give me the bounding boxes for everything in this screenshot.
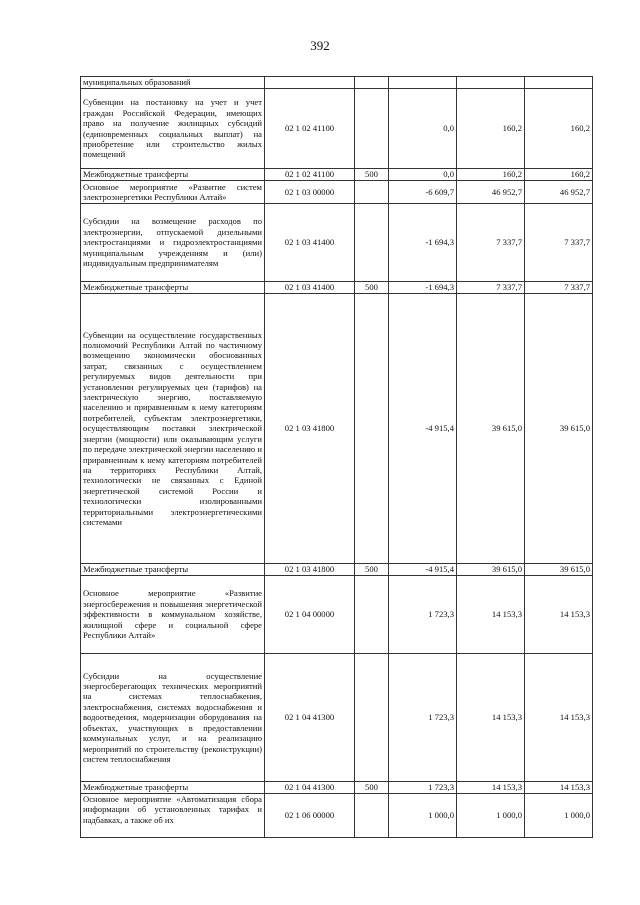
table-row [81, 654, 593, 782]
row-value-1: 1 723,3 [389, 654, 457, 782]
row-expense-type [355, 294, 389, 564]
row-expense-type [355, 654, 389, 782]
row-expense-type: 500 [355, 564, 389, 576]
row-expense-type: 500 [355, 169, 389, 181]
row-expense-type [355, 77, 389, 89]
row-expense-type [355, 576, 389, 654]
row-value-1: 1 723,3 [389, 782, 457, 794]
row-expense-type: 500 [355, 282, 389, 294]
row-code: 02 1 03 41400 [265, 204, 355, 282]
table-row [81, 282, 593, 294]
row-value-1: 0,0 [389, 169, 457, 181]
table-row [81, 204, 593, 282]
row-value-1: -1 694,3 [389, 282, 457, 294]
row-expense-type [355, 89, 389, 169]
row-value-1: -1 694,3 [389, 204, 457, 282]
row-name: Субвенции на постановку на учет и учет граждан Российской Федерации, имеющих право на получение жилищных субсидий (единовременных социальных выплат) на приобретение или строительство жилых помещений [81, 89, 265, 169]
page-number: 392 [310, 38, 330, 53]
row-value-3: 14 153,3 [525, 782, 593, 794]
row-expense-type [355, 204, 389, 282]
table-row [81, 794, 593, 838]
row-value-2: 160,2 [457, 89, 525, 169]
table-row [81, 89, 593, 169]
table-row [81, 77, 593, 89]
row-value-1: -4 915,4 [389, 294, 457, 564]
row-value-3: 14 153,3 [525, 576, 593, 654]
row-value-3: 7 337,7 [525, 204, 593, 282]
table-row [81, 782, 593, 794]
row-value-2 [457, 77, 525, 89]
row-name: Основное мероприятие «Развитие систем электроэнергетики Республики Алтай» [81, 181, 265, 204]
budget-table-body [81, 77, 593, 838]
row-name: муниципальных образований [81, 77, 265, 89]
row-code [265, 77, 355, 89]
row-value-3: 14 153,3 [525, 654, 593, 782]
row-value-1: 1 723,3 [389, 576, 457, 654]
row-expense-type [355, 181, 389, 204]
row-value-2: 7 337,7 [457, 282, 525, 294]
row-code: 02 1 04 41300 [265, 782, 355, 794]
row-value-2: 39 615,0 [457, 564, 525, 576]
table-row [81, 576, 593, 654]
row-value-2: 7 337,7 [457, 204, 525, 282]
row-value-1 [389, 77, 457, 89]
row-code: 02 1 06 00000 [265, 794, 355, 838]
table-row [81, 169, 593, 181]
row-value-1: 1 000,0 [389, 794, 457, 838]
table-row [81, 181, 593, 204]
row-name: Межбюджетные трансферты [81, 169, 265, 181]
row-code: 02 1 03 41800 [265, 294, 355, 564]
row-code: 02 1 02 41100 [265, 89, 355, 169]
row-value-2: 14 153,3 [457, 654, 525, 782]
row-value-2: 1 000,0 [457, 794, 525, 838]
row-code: 02 1 04 00000 [265, 576, 355, 654]
row-name: Субсидии на возмещение расходов по электроэнергии, отпускаемой дизельными электростанциями и гидроэлектростанциями муниципальным учреждениям и (или) индивидуальным предпринимателям [81, 204, 265, 282]
row-value-3: 39 615,0 [525, 294, 593, 564]
row-value-2: 46 952,7 [457, 181, 525, 204]
row-name: Межбюджетные трансферты [81, 564, 265, 576]
row-name: Субсидии на осуществление энергосберегающих технических мероприятий на системах теплоснабжения, электроснабжения, системах водоснабжения и водоотведения, модернизации оборудования на объектах, участвующих в предоставлении коммунальных услуг, и на реализацию мероприятий по строительству (реконструкции) систем теплоснабжения [81, 654, 265, 782]
row-value-3: 39 615,0 [525, 564, 593, 576]
row-value-2: 14 153,3 [457, 782, 525, 794]
row-value-2: 14 153,3 [457, 576, 525, 654]
row-code: 02 1 03 41800 [265, 564, 355, 576]
row-code: 02 1 03 41400 [265, 282, 355, 294]
budget-table [80, 76, 593, 838]
row-expense-type [355, 794, 389, 838]
row-code: 02 1 04 41300 [265, 654, 355, 782]
row-code: 02 1 02 41100 [265, 169, 355, 181]
row-value-3: 1 000,0 [525, 794, 593, 838]
row-value-3 [525, 77, 593, 89]
row-value-2: 160,2 [457, 169, 525, 181]
row-name: Основное мероприятие «Развитие энергосбережения и повышения энергетической эффективности в коммунальном хозяйстве, жилищной сфере и социальной сфере Республики Алтай» [81, 576, 265, 654]
row-value-2: 39 615,0 [457, 294, 525, 564]
row-value-3: 7 337,7 [525, 282, 593, 294]
row-expense-type: 500 [355, 782, 389, 794]
row-name: Межбюджетные трансферты [81, 282, 265, 294]
row-value-3: 46 952,7 [525, 181, 593, 204]
row-name: Субвенции на осуществление государственных полномочий Республики Алтай по частичному возмещению экономически обоснованных затрат, связанных с осуществлением регулируемых видов деятельности при установлении регулируемых цен (тарифов) на электрическую энергию, поставляемую населению и приравненным к нему категориям потребителей, субъектам электроэнергетики, осуществляющим поставки электрической энергии (мощности) или оказывающим услуги по передаче электрической энергии населению и приравненным к нему категориям потребителей на территориях Республики Алтай, технологически не связанных с Единой энергетической системой России и технологически изолированными территориальными электроэнергетическими системами [81, 294, 265, 564]
row-name: Основное мероприятие «Автоматизация сбора информации об установленных тарифах и надбавках, а также об их [81, 794, 265, 838]
row-name: Межбюджетные трансферты [81, 782, 265, 794]
row-value-3: 160,2 [525, 169, 593, 181]
row-value-1: 0,0 [389, 89, 457, 169]
row-value-3: 160,2 [525, 89, 593, 169]
table-row [81, 294, 593, 564]
table-row [81, 564, 593, 576]
row-code: 02 1 03 00000 [265, 181, 355, 204]
row-value-1: -4 915,4 [389, 564, 457, 576]
row-value-1: -6 609,7 [389, 181, 457, 204]
